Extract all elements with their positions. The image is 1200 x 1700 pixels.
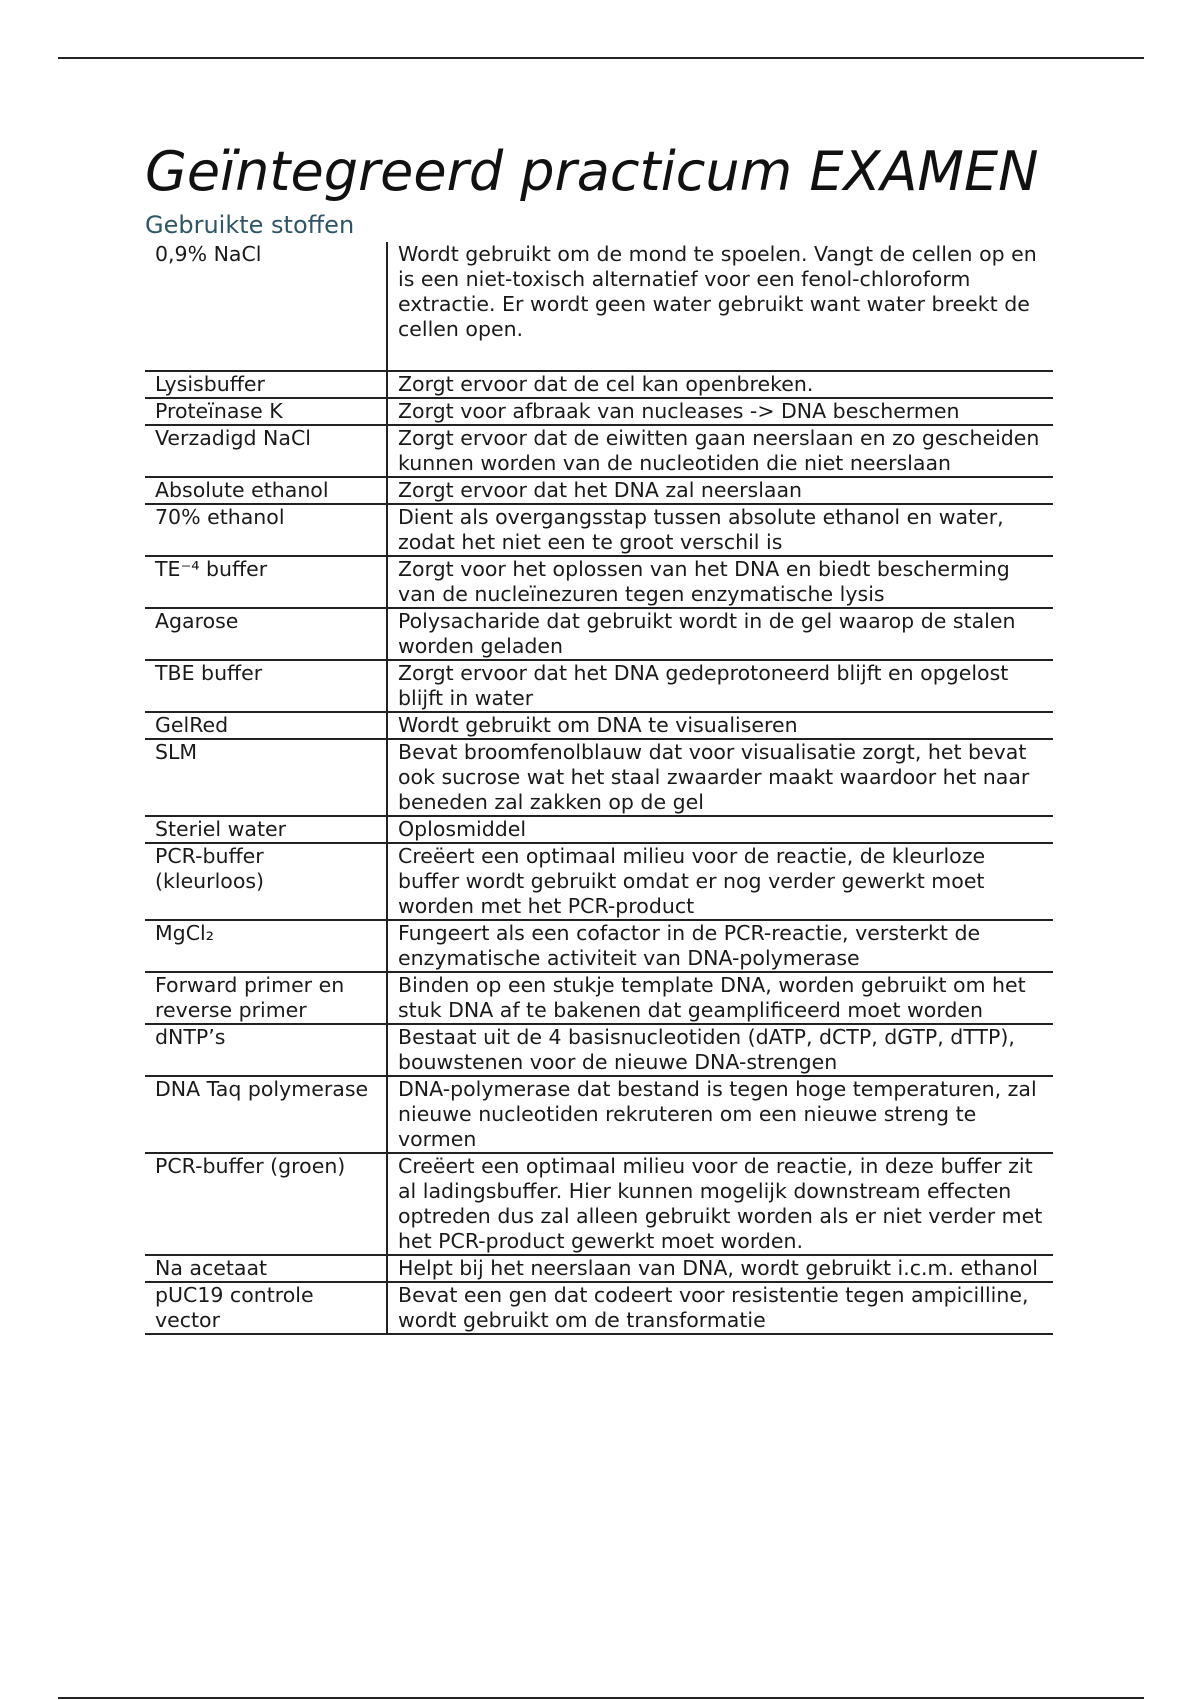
substance-description: Zorgt ervoor dat het DNA zal neerslaan — [387, 477, 1053, 504]
substance-description: Bestaat uit de 4 basisnucleotiden (dATP, dCTP, dGTP, dTTP), bouwstenen voor de nieuwe DNA-strengen — [387, 1024, 1053, 1076]
substance-name: Lysisbuffer — [145, 371, 387, 398]
table-row — [145, 1024, 1053, 1076]
document-body — [145, 140, 1055, 1335]
substance-name: TE⁻⁴ buffer — [145, 556, 387, 608]
substance-description: Wordt gebruikt om DNA te visualiseren — [387, 712, 1053, 739]
substance-description: Helpt bij het neerslaan van DNA, wordt gebruikt i.c.m. ethanol — [387, 1255, 1053, 1282]
substance-description: Bevat een gen dat codeert voor resistentie tegen ampicilline, wordt gebruikt om de transformatie — [387, 1282, 1053, 1334]
header-rule — [58, 57, 1144, 59]
substance-description: Zorgt ervoor dat de eiwitten gaan neerslaan en zo gescheiden kunnen worden van de nucleotiden die niet neerslaan — [387, 425, 1053, 477]
substance-description: Zorgt voor afbraak van nucleases -> DNA beschermen — [387, 398, 1053, 425]
substance-name: PCR-buffer (groen) — [145, 1153, 387, 1255]
substance-description: Creëert een optimaal milieu voor de reactie, de kleurloze buffer wordt gebruikt omdat er nog verder gewerkt moet worden met het PCR-product — [387, 843, 1053, 920]
substance-name: Steriel water — [145, 816, 387, 843]
table-row — [145, 398, 1053, 425]
substance-name: Na acetaat — [145, 1255, 387, 1282]
substance-name: Absolute ethanol — [145, 477, 387, 504]
table-row — [145, 972, 1053, 1024]
substance-description: Bevat broomfenolblauw dat voor visualisatie zorgt, het bevat ook sucrose wat het staal zwaarder maakt waardoor het naar beneden zal zakken op de gel — [387, 739, 1053, 816]
table-row — [145, 739, 1053, 816]
table-row — [145, 556, 1053, 608]
substance-description: Zorgt ervoor dat de cel kan openbreken. — [387, 371, 1053, 398]
substance-name: pUC19 controle vector — [145, 1282, 387, 1334]
substance-name: Verzadigd NaCl — [145, 425, 387, 477]
section-heading: Gebruikte stoffen — [145, 211, 355, 239]
table-row — [145, 608, 1053, 660]
substance-name: 70% ethanol — [145, 504, 387, 556]
substance-name: Proteïnase K — [145, 398, 387, 425]
substance-description: Wordt gebruikt om de mond te spoelen. Vangt de cellen op en is een niet-toxisch alternatief voor een fenol-chloroform extractie. Er wordt geen water gebruikt want water breekt de cellen open. — [387, 242, 1053, 371]
table-row — [145, 1076, 1053, 1153]
substance-name: Agarose — [145, 608, 387, 660]
table-row — [145, 1153, 1053, 1255]
substance-description: DNA-polymerase dat bestand is tegen hoge temperaturen, zal nieuwe nucleotiden rekruteren om een nieuwe streng te vormen — [387, 1076, 1053, 1153]
table-row — [145, 477, 1053, 504]
substance-description: Zorgt voor het oplossen van het DNA en biedt bescherming van de nucleïnezuren tegen enzymatische lysis — [387, 556, 1053, 608]
table-row — [145, 1255, 1053, 1282]
substance-name: GelRed — [145, 712, 387, 739]
table-row — [145, 425, 1053, 477]
substance-name: TBE buffer — [145, 660, 387, 712]
substance-name: PCR-buffer (kleurloos) — [145, 843, 387, 920]
footer-rule — [58, 1697, 1144, 1699]
table-row — [145, 242, 1053, 371]
substance-description: Zorgt ervoor dat het DNA gedeprotoneerd blijft en opgelost blijft in water — [387, 660, 1053, 712]
substance-name: MgCl₂ — [145, 920, 387, 972]
substance-description: Creëert een optimaal milieu voor de reactie, in deze buffer zit al ladingsbuffer. Hier kunnen mogelijk downstream effecten optreden dus zal alleen gebruikt worden als er niet verder met het PCR-product gewerkt moet worden. — [387, 1153, 1053, 1255]
table-row — [145, 371, 1053, 398]
document-title: Geïntegreerd practicum EXAMEN — [145, 140, 1039, 203]
table-row — [145, 816, 1053, 843]
table-row — [145, 712, 1053, 739]
substances-table — [145, 242, 1053, 1335]
substance-description: Dient als overgangsstap tussen absolute ethanol en water, zodat het niet een te groot verschil is — [387, 504, 1053, 556]
table-row — [145, 504, 1053, 556]
substance-name: DNA Taq polymerase — [145, 1076, 387, 1153]
substance-name: SLM — [145, 739, 387, 816]
substance-name: Forward primer en reverse primer — [145, 972, 387, 1024]
substance-description: Polysacharide dat gebruikt wordt in de gel waarop de stalen worden geladen — [387, 608, 1053, 660]
table-row — [145, 1282, 1053, 1334]
table-row — [145, 843, 1053, 920]
substance-description: Fungeert als een cofactor in de PCR-reactie, versterkt de enzymatische activiteit van DNA-polymerase — [387, 920, 1053, 972]
substance-name: 0,9% NaCl — [145, 242, 387, 371]
substance-description: Binden op een stukje template DNA, worden gebruikt om het stuk DNA af te bakenen dat geamplificeerd moet worden — [387, 972, 1053, 1024]
table-row — [145, 920, 1053, 972]
substance-name: dNTP’s — [145, 1024, 387, 1076]
substance-description: Oplosmiddel — [387, 816, 1053, 843]
table-row — [145, 660, 1053, 712]
